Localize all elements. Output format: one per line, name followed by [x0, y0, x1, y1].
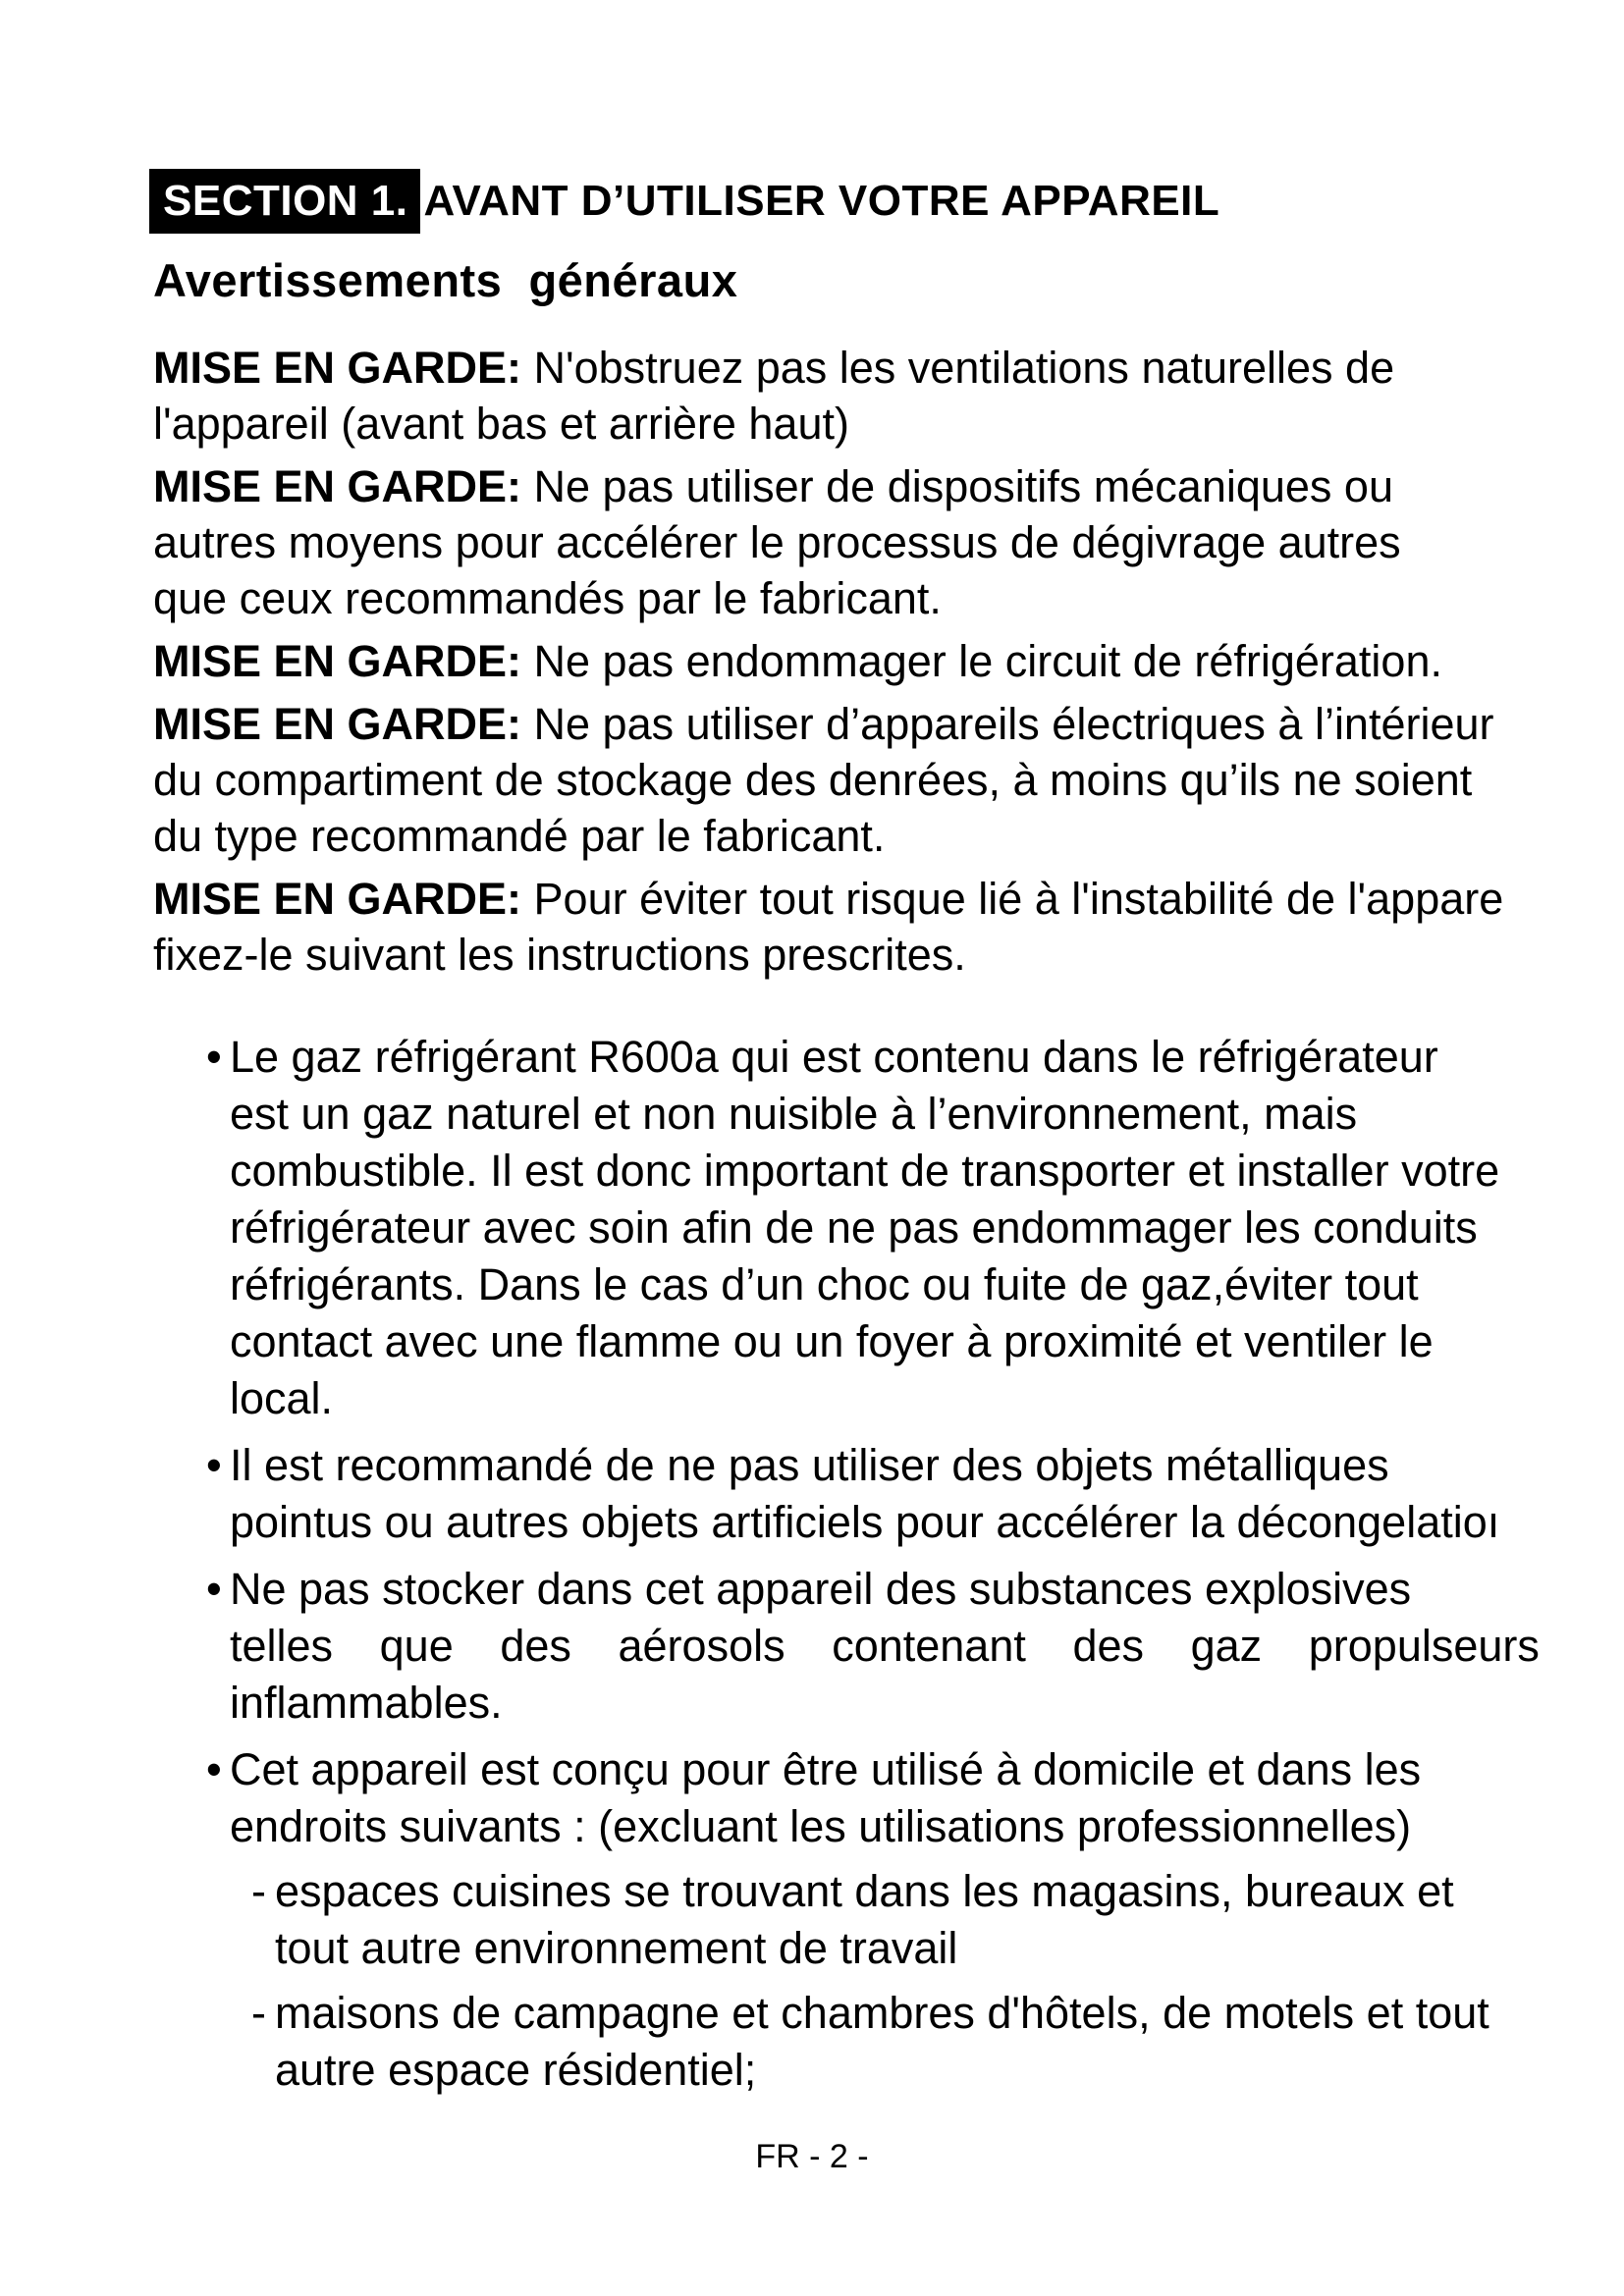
warning-item	[153, 871, 1624, 983]
bullet-marker: •	[206, 1564, 222, 1614]
bullet-text: réfrigérants. Dans le cas d’un choc ou fuite de gaz,éviter tout	[230, 1259, 1419, 1309]
warning-item	[153, 340, 1624, 452]
sub-list-item	[251, 1863, 1624, 1977]
warning-item	[153, 696, 1624, 864]
warnings-list	[153, 340, 1624, 989]
bullet-text: Il est recommandé de ne pas utiliser des objets métalliques	[230, 1440, 1389, 1490]
justified-word: telles	[230, 1621, 334, 1671]
page-subtitle: Avertissements généraux	[153, 254, 738, 306]
warning-label: MISE EN GARDE:	[153, 461, 522, 511]
warning-text: l'appareil (avant bas et arrière haut)	[153, 399, 849, 449]
sub-item-text: tout autre environnement de travail	[275, 1923, 958, 1973]
bullet-text: local.	[230, 1373, 334, 1423]
warning-label: MISE EN GARDE:	[153, 699, 522, 749]
warning-text: Pour éviter tout risque lié à l'instabilité de l'appare	[521, 874, 1504, 924]
bullet-text: contact avec une flamme ou un foyer à proximité et ventiler le	[230, 1316, 1434, 1366]
bullet-text: est un gaz naturel et non nuisible à l’environnement, mais	[230, 1089, 1358, 1139]
warning-label: MISE EN GARDE:	[153, 343, 522, 393]
warning-text: Ne pas endommager le circuit de réfrigération.	[521, 636, 1442, 686]
warning-text: autres moyens pour accélérer le processus de dégivrage autres	[153, 517, 1401, 567]
section-header	[149, 169, 1219, 234]
warning-text: N'obstruez pas les ventilations naturelles de	[521, 343, 1395, 393]
bullet-text: Cet appareil est conçu pour être utilisé à domicile et dans les	[230, 1744, 1422, 1794]
bullet-text-justified	[230, 1618, 1540, 1675]
bullet-marker: •	[206, 1744, 222, 1794]
bullet-text: inflammables.	[230, 1678, 503, 1728]
bullet-text: pointus ou autres objets artificiels pour accélérer la décongelatioı	[230, 1497, 1500, 1547]
bullet-marker: •	[206, 1440, 222, 1490]
justified-word: que	[379, 1621, 454, 1671]
bullet-item	[206, 1561, 1624, 1732]
warning-text: que ceux recommandés par le fabricant.	[153, 573, 942, 623]
justified-word: des	[500, 1621, 571, 1671]
justified-word: des	[1072, 1621, 1145, 1671]
justified-word: propulseurs	[1308, 1621, 1540, 1671]
dash-marker: -	[251, 1866, 266, 1916]
bullet-list	[206, 1029, 1624, 2109]
warning-text: du compartiment de stockage des denrées, à moins qu’ils ne soient	[153, 755, 1473, 805]
warning-text: du type recommandé par le fabricant.	[153, 811, 886, 861]
sub-list-item	[251, 1985, 1624, 2099]
warning-label: MISE EN GARDE:	[153, 636, 522, 686]
bullet-marker: •	[206, 1032, 222, 1082]
sub-item-text: espaces cuisines se trouvant dans les magasins, bureaux et	[275, 1866, 1454, 1916]
warning-text: Ne pas utiliser de dispositifs mécaniques ou	[521, 461, 1393, 511]
warning-label: MISE EN GARDE:	[153, 874, 522, 924]
bullet-item	[206, 1029, 1624, 1427]
sub-item-text: maisons de campagne et chambres d'hôtels, de motels et tout	[275, 1988, 1489, 2038]
warning-text: Ne pas utiliser d’appareils électriques à l’intérieur	[521, 699, 1494, 749]
section-label: SECTION 1.	[149, 169, 420, 234]
warning-item	[153, 633, 1624, 689]
bullet-text: Ne pas stocker dans cet appareil des substances explosives	[230, 1564, 1412, 1614]
bullet-text: réfrigérateur avec soin afin de ne pas endommager les conduits	[230, 1202, 1478, 1253]
bullet-text: endroits suivants : (excluant les utilisations professionnelles)	[230, 1801, 1412, 1851]
warning-item	[153, 458, 1624, 626]
bullet-text: combustible. Il est donc important de transporter et installer votre	[230, 1146, 1500, 1196]
bullet-item	[206, 1741, 1624, 2099]
justified-word: aérosols	[618, 1621, 785, 1671]
warning-text: fixez-le suivant les instructions prescrites.	[153, 930, 966, 980]
section-title: AVANT D’UTILISER VOTRE APPAREIL	[423, 177, 1220, 225]
sub-item-text: autre espace résidentiel;	[275, 2045, 757, 2095]
bullet-item	[206, 1437, 1624, 1551]
justified-word: gaz	[1190, 1621, 1263, 1671]
justified-word: contenant	[832, 1621, 1026, 1671]
page-number: FR - 2 -	[755, 2138, 869, 2175]
dash-marker: -	[251, 1988, 266, 2038]
bullet-text: Le gaz réfrigérant R600a qui est contenu dans le réfrigérateur	[230, 1032, 1438, 1082]
